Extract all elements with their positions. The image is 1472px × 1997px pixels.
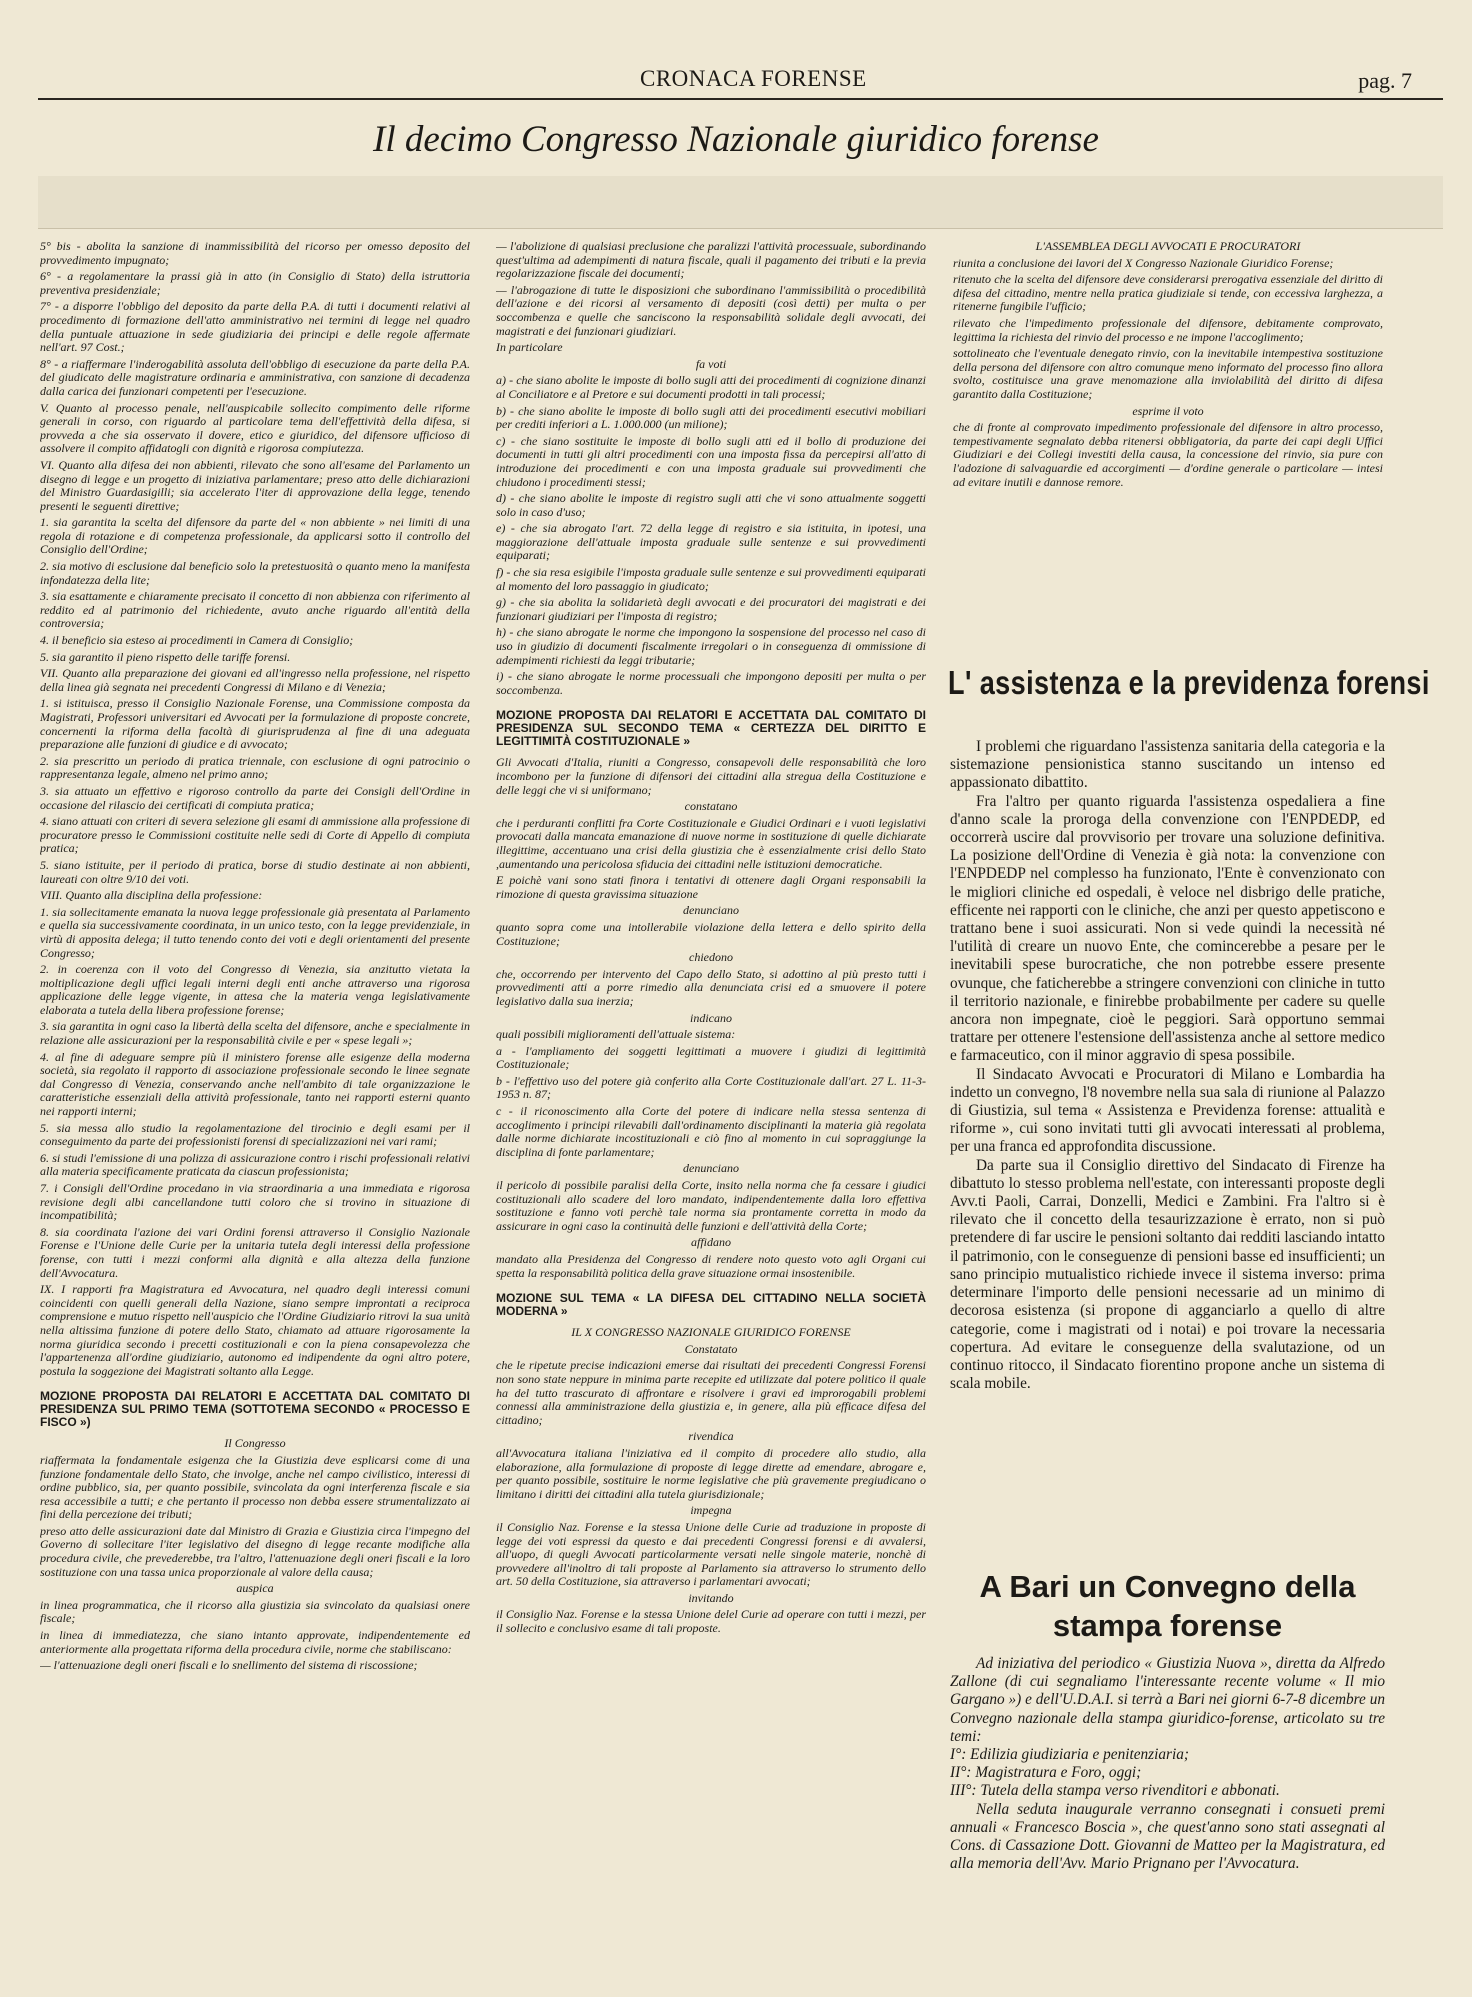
paragraph: VIII. Quanto alla disciplina della professione: (40, 888, 263, 903)
paragraph: che i perduranti conflitti fra Corte Costituzionale e Giudici Ordinari e i vuoti legislativi provocati dalla mancata emanazione di nuove norme in sostituzione di quelle dichiarate illegittime, accentuano una crisi della giustizia che è essenzialmente crisi dello Stato ,aumentando una pericolosa sfiducia dei cittadini nelle istituzioni democratiche. (496, 815, 926, 871)
paragraph: 5. sia messa allo studio la regolamentazione del tirocinio e degli esami per il conseguimento da parte dei professionisti forensi di specializzazioni nei vari rami; (40, 1120, 470, 1149)
subheading: IL X CONGRESSO NAZIONALE GIURIDICO FORENSE (571, 1325, 851, 1340)
list-item: a) - che siano abolite le imposte di bollo sugli atti dei procedimenti di cognizione dinanzi al Conciliatore e al Pretore e sui documenti prodotti in tali processi; (496, 373, 926, 401)
paragraph: Da parte sua il Consiglio direttivo del Sindacato di Firenze ha dibattuto lo stesso problema nell'estate, con interessanti proposte degli Avv.ti Paoli, Carrai, Donzelli, Medici e Zambini. Fra l'altro si è rilevato che il concetto della tesaurizzazione è errato, non si può pretendere di far uscire le pensioni soltanto dai redditi lasciando intatto il patrimonio, con le conseguenze di pensioni basse ed insufficienti; un sano principio mutualistico richiede invece il sistema inverso: prima determinare l'importo delle pensioni necessarie ad un minimo di decorosa esistenza (si propone di agganciarlo a quello di altre categorie, come i magistrati od i notai) e poi trovare la necessaria copertura. Ad evitare le conseguenze della svalutazione, od un continuo ritocco, il Sindacato fiorentino propone anche un sistema di scala mobile. (950, 1156, 1385, 1393)
paragraph: — l'abrogazione di tutte le disposizioni che subordinano l'ammissibilità o procedibilità dell'azione e dei ricorsi al versamento di depositi (così detti) per multa o per soccombenza e quelle che sanciscono la responsabilità solidale degli avvocati, dei magistrati e dei funzionari giudiziari. (496, 282, 926, 338)
paragraph: 4. siano attuati con criteri di severa selezione gli esami di ammissione alla professione di procuratore presso le Commissioni costituite nelle sedi di Corte di Appello di compiuta pratica; (40, 814, 470, 856)
subheading: impegna (690, 1503, 732, 1518)
paragraph: I problemi che riguardano l'assistenza sanitaria della categoria e la sistemazione pensionistica stanno suscitando un intenso ed appassionato dibattito. (950, 738, 1385, 792)
paragraph: 8. sia coordinata l'azione dei vari Ordini forensi attraverso il Consiglio Nazionale Forense e l'Unione delle Curie per la unitaria tutela degli interessi della professione forense, con tutti i mezzi conformi alla dignità e alla altezza della funzione dell'Avvocatura. (40, 1224, 470, 1280)
paragraph: riunita a conclusione dei lavori del X Congresso Nazionale Giuridico Forense; (953, 255, 1334, 270)
subheading: denunciano (683, 1161, 739, 1176)
paragraph: — l'attenuazione degli oneri fiscali e lo snellimento del sistema di riscossione; (40, 1658, 418, 1673)
column-2 (496, 240, 926, 1950)
paragraph: E poichè vani sono stati finora i tentativi di ottenere dagli Organi responsabili la rimozione di questa gravissima situazione (496, 873, 926, 901)
paragraph: quali possibili miglioramenti dell'attuale sistema: (496, 1027, 736, 1042)
subheading: esprime il voto (1132, 403, 1204, 418)
list-item: f) - che sia resa esigibile l'imposta graduale sulle sentenze e sui provvedimenti equiparati al momento del loro passaggio in giudicato; (496, 565, 926, 593)
paragraph: VI. Quanto alla difesa dei non abbienti, rilevato che sono all'esame del Parlamento un disegno di legge e un progetto di iniziativa parlamentare; preso atto delle dichiarazioni del Ministro Guardasigilli; sia accelerato l'iter di approvazione della legge, tenendo presenti le seguenti direttive; (40, 457, 470, 513)
header-band (38, 176, 1443, 229)
paragraph: 8° - a riaffermare l'inderogabilità assoluta dell'obbligo di esecuzione da parte della P.A. del giudicato delle magistrature ordinaria e amministrativa, con sanzione di decadenza dalla carica dei funzionari competenti per l'esecuzione. (40, 356, 470, 398)
col1-paragraphs (40, 240, 470, 1378)
subheading: Il Congresso (224, 1436, 286, 1451)
column-3-assembly (953, 240, 1383, 620)
paragraph: 2. sia prescritto un periodo di pratica triennale, con esclusione di ogni patrocinio o rappresentanza legale, almeno nel primo anno; (40, 753, 470, 782)
paragraph: ritenuto che la scelta del difensore deve considerarsi prerogativa essenziale del diritto di difesa del cittadino, mentre nella pratica giudiziale si tende, con eccessiva larghezza, a ritenerne fungibile l'ufficio; (953, 272, 1383, 314)
paragraph: V. Quanto al processo penale, nell'auspicabile sollecito compimento delle riforme generali in corso, con riguardo al particolare tema dell'effettività della difesa, si provveda a che sia osservato il dovere, etico e giuridico, del difensore ufficioso di assolvere il compito affidatogli con dignità e rigorosa compiutezza. (40, 400, 470, 456)
list-item: b) - che siano abolite le imposte di bollo sugli atti dei procedimenti esecutivi mobiliari per crediti inferiori a L. 1.000.000 (un milione); (496, 403, 926, 432)
page-number: pag. 7 (1358, 68, 1412, 93)
motion-heading: MOZIONE PROPOSTA DAI RELATORI E ACCETTATA DAL COMITATO DI PRESIDENZA SUL SECONDO TEMA « CERTEZZA DEL DIRITTO E LEGITTIMITÀ COSTITUZIONALE » (496, 708, 926, 749)
paragraph: 1. sia sollecitamente emanata la nuova legge professionale già presentata al Parlamento e quella sia successivamente coordinata, in un unico testo, con la legge previdenziale, in virtù di apposita delega; il tutto tenendo conto dei voti e degli orientamenti del presente Congresso; (40, 904, 470, 960)
subheading: Constatato (684, 1341, 738, 1356)
motion-heading: MOZIONE SUL TEMA « LA DIFESA DEL CITTADINO NELLA SOCIETÀ MODERNA » (496, 1291, 926, 1319)
paragraph: 1. si istituisca, presso il Consiglio Nazionale Forense, una Commissione composta da Magistrati, Professori universitari ed Avvocati per la formulazione di proposte concrete, concernenti la riforma della facoltà di giurisprudenza al fine di una adeguata preparazione alle funzioni di giudice e di avvocato; (40, 696, 470, 752)
article-title-bari: A Bari un Convegno della stampa forense (979, 1569, 1356, 1643)
paragraph: sottolineato che l'eventuale denegato rinvio, con la inevitabile intempestiva sostituzione della persona del difensore con altro comunque meno informato del processo fino allora svolto, costituisce una grave menomazione alla inviolabilità del diritto di difesa garantito dalla Costituzione; (953, 346, 1383, 401)
paragraph: — l'abolizione di qualsiasi preclusione che paralizzi l'attività processuale, subordinando quest'ultima ad adempimenti di natura fiscale, quali il pagamento dei tributi e la previa regolarizzazione fiscale dei documenti; (496, 240, 926, 281)
subheading: L'ASSEMBLEA DEGLI AVVOCATI E PROCURATORI (1035, 240, 1301, 253)
subheading: affidano (690, 1235, 731, 1250)
subheading: invitando (688, 1590, 734, 1605)
paragraph: riaffermata la fondamentale esigenza che la Giustizia deve esplicarsi come di una funzione fondamentale dello Stato, che involge, anche nel campo civilistico, interessi di ordine pubblico, sia, per quanto possibile, svincolata da ogni interferenza fiscale e sia resa accessibile a tutti; e che pertanto il processo non debba essere strumentalizzato ai fini della percezione dei tributi; (40, 1452, 470, 1522)
paragraph: 3. sia attuato un effettivo e rigoroso controllo da parte dei Consigli dell'Ordine in occasione del rilascio dei certificati di compiuta pratica; (40, 783, 470, 812)
list-item: d) - che siano abolite le imposte di registro sugli atti che vi sono attualmente soggetti solo in caso d'uso; (496, 491, 926, 519)
list-item: c) - che siano sostituite le imposte di bollo sugli atti ed il bollo di produzione dei documenti in tutti gli altri procedimenti con una imposta fissa da percepirsi all'atto di introduzione dei procedimenti e con una imposta graduale sui provvedimenti che chiudono i procedimenti stessi; (496, 433, 926, 489)
paragraph: 4. al fine di adeguare sempre più il ministero forense alle esigenze della moderna società, sia regolato il rapporto di associazione professionale secondo le linee segnate dal Congresso di Venezia, conservando anche nell'ambito di tale organizzazione le caratteristiche essenziali della attività professionale, tanto nei rapporti esterni quanto nei rapporti interni; (40, 1049, 470, 1119)
paragraph: 5° bis - abolita la sanzione di inammissibilità del ricorso per omesso deposito del provvedimento impugnato; (40, 240, 470, 267)
article-body-assistenza (950, 738, 1385, 1618)
paragraph: rilevato che l'impedimento professionale del difensore, debitamente comprovato, legittima la richiesta del rinvio del processo e ne impone l'accoglimento; (953, 315, 1383, 344)
paragraph: 3. sia garantita in ogni caso la libertà della scelta del difensore, anche e specialmente in relazione alle assicurazioni per la responsabilità civile e per « spese legali »; (40, 1019, 470, 1048)
paragraph: che di fronte al comprovato impedimento professionale del difensore in altro processo, tempestivamente segnalato debba ritenersi obbligatoria, da parte dei capi degli Uffici Giudiziari e dei Collegi investiti della causa, la concessione del rinvio, sia pure con l'adozione di salvaguardie ed accorgimenti — d'ordine generale o particolare — intesi ad evitare inutili e dannose remore. (953, 420, 1383, 489)
paragraph: 4. il beneficio sia esteso ai procedimenti in Camera di Consiglio; (40, 633, 354, 648)
page-headline: Il decimo Congresso Nazionale giuridico forense (373, 119, 1099, 160)
paragraph: il Consiglio Naz. Forense e la stessa Unione delel Curie ad operare con tutti i mezzi, per il sollecito e conclusivo esame di tali proposte. (496, 1607, 926, 1636)
list-item: a - l'ampliamento dei soggetti legittimati a muovere i giudizi di legittimità Costituzionale; (496, 1043, 926, 1072)
paragraph: 7. i Consigli dell'Ordine procedano in via straordinaria a una immediata e rigorosa revisione degli albi cancellandone tutti coloro che si trovino in situazione di incompatibilità; (40, 1181, 470, 1223)
paragraph: 2. sia motivo di esclusione dal beneficio solo la pretestuosità o quanto meno la manifesta infondatezza della lite; (40, 559, 470, 587)
list-item: III°: Tutela della stampa verso rivenditori e abbonati. (950, 1782, 1280, 1800)
paragraph: IX. I rapporti fra Magistratura ed Avvocatura, nel quadro degli interessi comuni coincidenti con quelli generali della Nazione, siano sempre improntati a reciproca comprensione e mutuo rispetto nell'auspicio che l'Ordine Giudiziario ritrovi la sua unità nella altissima funzione di potere dello Stato, chiamato ad attuare rigorosamente la norma giuridica secondo i precetti costituzionali e con la piena consapevolezza che l'appartenenza all'ordine giudiziario, autonomo ed indipendente da ogni altro potere, postula la soggezione dei Magistrati soltanto alla Legge. (40, 1282, 470, 1378)
motion-heading: MOZIONE PROPOSTA DAI RELATORI E ACCETTATA DAL COMITATO DI PRESIDENZA SUL PRIMO TEMA (SOTTOTEMA SECONDO « PROCESSO E FISCO ») (40, 1389, 470, 1430)
paragraph: 3. sia esattamente e chiaramente precisato il concetto di non abbienza con riferimento al reddito ed al patrimonio del richiedente, avuto anche riguardo all'entità della controversia; (40, 589, 470, 631)
masthead: CRONACA FORENSE (640, 66, 867, 91)
paragraph: che le ripetute precise indicazioni emerse dai risultati dei precedenti Congressi Forensi non sono state neppure in minima parte recepite ed utilizzate dal potere politico il quale ha del tutto trascurato di affrontare e risolvere i gravi ed improrogabili problemi connessi alla amministrazione della giustizia e, in genere, alla più efficace difesa del cittadino; (496, 1358, 926, 1427)
list-item: e) - che sia abrogato l'art. 72 della legge di registro e sia istituita, in ipotesi, una maggiorazione dell'attuale imposta graduale sulle sentenze e sui provvedimenti equiparati; (496, 521, 926, 563)
paragraph: 5. sia garantito il pieno rispetto delle tariffe forensi. (40, 649, 291, 664)
paragraph: in linea di immediatezza, che siano intanto approvate, indipendentemente ed anteriormente alla progettata riforma della procedura civile, norme che stabiliscano: (40, 1628, 470, 1656)
paragraph: quanto sopra come una intollerabile violazione della lettera e dello spirito della Costituzione; (496, 919, 926, 948)
subheading: denunciano (683, 903, 739, 918)
paragraph: in linea programmatica, che il ricorso alla giustizia sia svincolato da qualsiasi onere fiscale; (40, 1597, 470, 1626)
subheading: fa voti (695, 356, 727, 371)
subheading: indicano (690, 1010, 732, 1025)
paragraph: Il Sindacato Avvocati e Procuratori di Milano e Lombardia ha indetto un convegno, l'8 novembre nella sua sala di riunione al Palazzo di Giustizia, sul tema « Assistenza e Previdenza forense: attualità e riforme », cui sono invitati tutti gli avvocati interessati al problema, per una franca ed approfondita discussione. (950, 1065, 1385, 1156)
paragraph: preso atto delle assicurazioni date dal Ministro di Grazia e Giustizia circa l'impegno del Governo di sollecitare l'iter legislativo del disegno di legge recante modifiche alla procedura civile, che prevederebbe, tra l'altro, l'attenuazione degli oneri fiscali e la loro sostituzione con una tassa unica proporzionale al valore della causa; (40, 1523, 470, 1579)
paragraph: il Consiglio Naz. Forense e la stessa Unione delle Curie ad traduzione in proposte di legge dei voti espressi da questo e dai precedenti Congressi forensi e di avvalersi, all'uopo, di quegli Avvocati particolarmente versati nelle singole materie, nonchè di provvedere all'inoltro di tali proposte al Parlamento sia attraverso lo strumento dello art. 50 della Costituzione, sia attraverso i parlamentari avvocati; (496, 1519, 926, 1589)
list-item: i) - che siano abrogate le norme processuali che impongono depositi per multa o per soccombenza. (496, 669, 926, 697)
subheading: chiedono (689, 950, 733, 965)
paragraph: Gli Avvocati d'Italia, riuniti a Congresso, consapevoli delle responsabilità che loro incombono per la funzione di difensori dei cittadini alla stregua della Costituzione e delle leggi che vi si uniformano; (496, 755, 926, 797)
paragraph: Ad iniziativa del periodico « Giustizia Nuova », diretta da Alfredo Zallone (di cui segnaliamo l'interessante recente volume « Il mio Gargano ») e dell'U.D.A.I. si terrà a Bari nei giorni 6-7-8 dicembre un Convegno nazionale della stampa giuridico-forense, articolato su tre temi: (950, 1655, 1385, 1745)
paragraph: il pericolo di possibile paralisi della Corte, insito nella norma che fa cessare i giudici costituzionali allo scadere del loro mandato, indipendentemente dalla loro effettiva sostituzione e fanno voti perchè tale norma sia prontamente corretta in modo da assicurare in ogni caso la continuità delle funzioni e dell'attività della Corte; (496, 1178, 926, 1233)
paragraph: In particolare (496, 340, 563, 355)
paragraph: Fra l'altro per quanto riguarda l'assistenza ospedaliera a fine d'anno scale la proroga della convenzione con l'ENPDEDP, ed occorrerà uscire dal provvisorio per trovare una soluzione definitiva. La posizione dell'Ordine di Venezia è già nota: la convenzione con l'ENPDEDP nel complesso ha funzionato, l'Ente è convenzionato con le migliori cliniche ed ospedali, è veloce nel disbrigo delle pratiche, efficente nei rapporti con le cliniche, che anzi per questo appetiscono e trattano bene i suoi assicurati. Non si vede quindi la necessità né l'utilità di creare un nuovo Ente, che comincerebbe a pesare per le inevitabili spese burocratiche, che non potrebbe essere presente ovunque, che faticherebbe a stringere convenzioni con cliniche in tutto il territorio nazionale, e finirebbe probabilmente per cadere su quelle ancora non impegnate, cioè le peggiori. Sarà opportuno semmai trattare per ottenere l'estensione dell'assistenza anche al settore medico e farmaceutico, con il minor aggravio di spesa possibile. (950, 792, 1385, 1065)
paragraph: Nella seduta inaugurale verranno consegnati i consueti premi annuali « Francesco Boscia », che quest'anno sono stati assegnati al Cons. di Cassazione Dott. Giovanni de Matteo per la Magistratura, ed alla memoria dell'Avv. Mario Prignano per l'Avvocatura. (950, 1800, 1385, 1873)
paragraph: all'Avvocatura italiana l'iniziativa ed il compito di procedere allo studio, alla elaborazione, alla formulazione di proposte di legge dirette ad emendare, abrogare e, per quanto possibile, sostituire le norme legislative che più gravemente pregiudicano o limitano i diritti dei cittadini alla tutela giurisdizionale; (496, 1445, 926, 1501)
paragraph: 6° - a regolamentare la prassi già in atto (in Consiglio di Stato) della istruttoria preventiva presidenziale; (40, 269, 470, 297)
list-item: c - il riconoscimento alla Corte del potere di indicare nella stessa sentenza di accoglimento i principi rilevabili dall'ordinamento disciplinanti la materia già regolata dalle norme dichiarate incostituzionali e ciò fino al momento in cui sopraggiunge la disciplina di fonte parlamentare; (496, 1104, 926, 1159)
paragraph: 7° - a disporre l'obbligo del deposito da parte della P.A. di tutti i documenti relativi al procedimento di formazione dell'atto amministrativo nei termini di legge nel quadro della puntuale attuazione in sede giudiziaria dei principi e delle regole affermate nell'art. 97 Cost.; (40, 299, 470, 355)
list-item: b - l'effettivo uso del potere già conferito alla Corte Costituzionale dall'art. 27 L. 11-3-1953 n. 87; (496, 1073, 926, 1102)
article-body-bari (950, 1655, 1385, 1945)
paragraph: 2. in coerenza con il voto del Congresso di Venezia, sia anzitutto vietata la moltiplicazione degli uffici legali interni degli enti anche attraverso una rigorosa applicazione delle legge vigente, in attesa che la materia venga legislativamente elaborata a tutela della libera professione forense; (40, 962, 470, 1017)
list-item: g) - che sia abolita la solidarietà degli avvocati e dei procuratori dei magistrati e dei funzionari giudiziari per l'imposta di registro; (496, 595, 926, 623)
list-item: h) - che siano abrogate le norme che impongono la sospensione del processo nel caso di uso in giudizio di documenti fiscalmente irregolari o in conseguenza di ommissione di adempimenti richiesti da leggi tributarie; (496, 625, 926, 667)
column-1 (40, 240, 470, 1950)
article-title-assistenza: L' assistenza e la previdenza forensi (948, 664, 1430, 701)
subheading: rivendica (688, 1429, 734, 1444)
paragraph: 1. sia garantita la scelta del difensore da parte del « non abbiente » nei limiti di una regola di rotazione e di competenza professionale, da applicarsi sotto il controllo del Consiglio dell'Ordine; (40, 515, 470, 557)
paragraph: che, occorrendo per intervento del Capo dello Stato, si adottino al più presto tutti i provvedimenti atti a porre rimedio alla denunciata crisi ed a smuovere il potere legislativo dalla sua inerzia; (496, 966, 926, 1008)
list-item: II°: Magistratura e Foro, oggi; (950, 1764, 1142, 1782)
paragraph: 6. si studi l'emissione di una polizza di assicurazione contro i rischi professionali relativi alla materia specificamente praticata da ciascun professionista; (40, 1150, 470, 1179)
list-item: I°: Edilizia giudiziaria e penitenziaria; (950, 1746, 1189, 1764)
paragraph: mandato alla Presidenza del Congresso di rendere noto questo voto agli Organi cui spetta la responsabilità politica della grave situazione ormai insostenibile. (496, 1252, 926, 1280)
paragraph: VII. Quanto alla preparazione dei giovani ed all'ingresso nella professione, nel rispetto della linea già segnata nei precedenti Congressi di Milano e di Venezia; (40, 666, 470, 694)
subheading: auspica (236, 1581, 274, 1596)
paragraph: 5. siano istituite, per il periodo di pratica, borse di studio destinate ai non abbienti, laureati con oltre 9/10 dei voti. (40, 857, 470, 886)
subheading: constatano (684, 799, 738, 814)
